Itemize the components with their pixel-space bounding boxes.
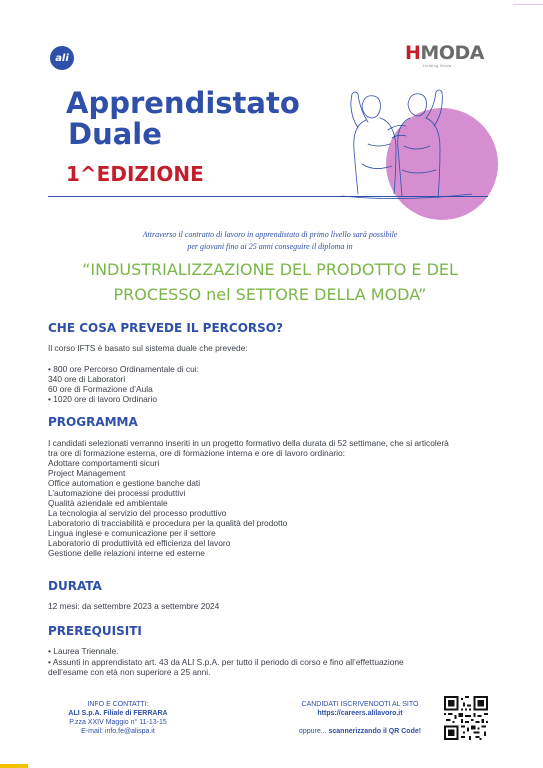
list-item: • Laurea Triennale. xyxy=(48,646,119,656)
list-item: La tecnologia al servizio del processo produttivo xyxy=(48,508,227,518)
programma-intro-line-1: I candidati selezionati verranno inseriti in un progetto formativo della durata di 52 settimane, che si articolerà xyxy=(48,438,449,448)
contacts-title: INFO E CONTATTI: xyxy=(87,701,149,708)
list-item: Project Management xyxy=(48,468,126,478)
ali-logo: ali xyxy=(50,46,74,70)
list-item: dell’esame con età non superiore a 25 anni. xyxy=(48,667,211,677)
apply-title: CANDIDATI ISCRIVENDOTI AL SITO xyxy=(301,701,419,708)
qr-hint xyxy=(280,727,440,736)
hmoda-initial: H xyxy=(405,42,421,64)
list-item: Laboratorio di produttività ed efficienza del lavoro xyxy=(48,538,231,548)
company-address: P.zza XXIV Maggio n° 11-13-15 xyxy=(69,719,167,726)
intro-line-2: per giovani fino ai 25 anni conseguire il diploma in xyxy=(187,242,353,251)
programma-heading: PROGRAMMA xyxy=(48,415,138,429)
top-right-decoration xyxy=(513,0,543,5)
list-item: • Assunti in apprendistato art. 43 da ALI S.p.A. per tutto il periodo di corso e fino all’effettuazione xyxy=(48,657,404,667)
programma-intro xyxy=(48,438,498,458)
page-title xyxy=(66,88,300,150)
prerequisiti-heading: PREREQUISITI xyxy=(48,624,142,638)
intro-line-1: Attraverso il contratto di lavoro in apprendistato di primo livello sarà possibile xyxy=(142,230,398,239)
apply-info xyxy=(280,700,440,736)
list-item: Office automation e gestione banche dati xyxy=(48,478,201,488)
company-name: ALI S.p.A. Filiale di FERRARA xyxy=(68,710,168,717)
durata-heading: DURATA xyxy=(48,579,102,593)
hmoda-subtitle: Holding Moda xyxy=(423,63,452,68)
bottom-left-decoration xyxy=(0,764,28,768)
percorso-heading: CHE COSA PREVEDE IL PERCORSO? xyxy=(48,321,283,335)
intro-text xyxy=(60,229,480,253)
hmoda-wordmark: MODA xyxy=(420,42,484,64)
contact-info xyxy=(48,700,188,736)
edition-label: 1^EDIZIONE xyxy=(66,162,204,186)
percorso-intro: Il corso IFTS è basato sul sistema duale che prevede: xyxy=(48,343,248,353)
two-men-illustration xyxy=(322,84,482,204)
programma-list xyxy=(48,458,498,558)
apply-link[interactable]: https://careers.alilavoro.it xyxy=(317,710,403,717)
list-item: Qualità aziendale ed ambientale xyxy=(48,498,168,508)
prerequisiti-list xyxy=(48,646,498,677)
title-line-1: Apprendistato xyxy=(66,86,300,120)
qr-hint-text: scannerizzando il QR Code! xyxy=(328,728,422,735)
title-line-2: Duale xyxy=(68,117,162,151)
list-item: Adottare comportamenti sicuri xyxy=(48,458,160,468)
durata-text: 12 mesi: da settembre 2023 a settembre 2024 xyxy=(48,601,220,611)
list-item: Lingua inglese e comunicazione per il settore xyxy=(48,528,216,538)
course-title xyxy=(30,257,510,307)
programma-intro-line-2: tra ore di formazione esterna, ore di formazione interna e ore di lavoro ordinario: xyxy=(48,448,346,458)
list-item: • 800 ore Percorso Ordinamentale di cui: xyxy=(48,364,199,374)
list-item: L’automazione dei processi produttivi xyxy=(48,488,186,498)
course-title-line-1: “INDUSTRIALIZZAZIONE DEL PRODOTTO E DEL xyxy=(82,260,458,279)
qr-code[interactable] xyxy=(444,696,488,740)
list-item: • 1020 ore di lavoro Ordinario xyxy=(48,394,158,404)
hmoda-logo xyxy=(405,44,485,68)
title-divider xyxy=(48,196,488,197)
qr-hint-prefix: oppure... xyxy=(298,728,329,735)
percorso-list xyxy=(48,364,498,404)
list-item: 60 ore di Formazione d’Aula xyxy=(48,384,153,394)
list-item: Gestione delle relazioni interne ed esterne xyxy=(48,548,205,558)
company-email[interactable]: E-mail: info.fe@alispa.it xyxy=(81,728,155,735)
list-item: Laboratorio di tracciabilità e procedura per la qualità del prodotto xyxy=(48,518,288,528)
list-item: 340 ore di Laboratori xyxy=(48,374,126,384)
course-title-line-2: PROCESSO nel SETTORE DELLA MODA” xyxy=(113,285,427,304)
